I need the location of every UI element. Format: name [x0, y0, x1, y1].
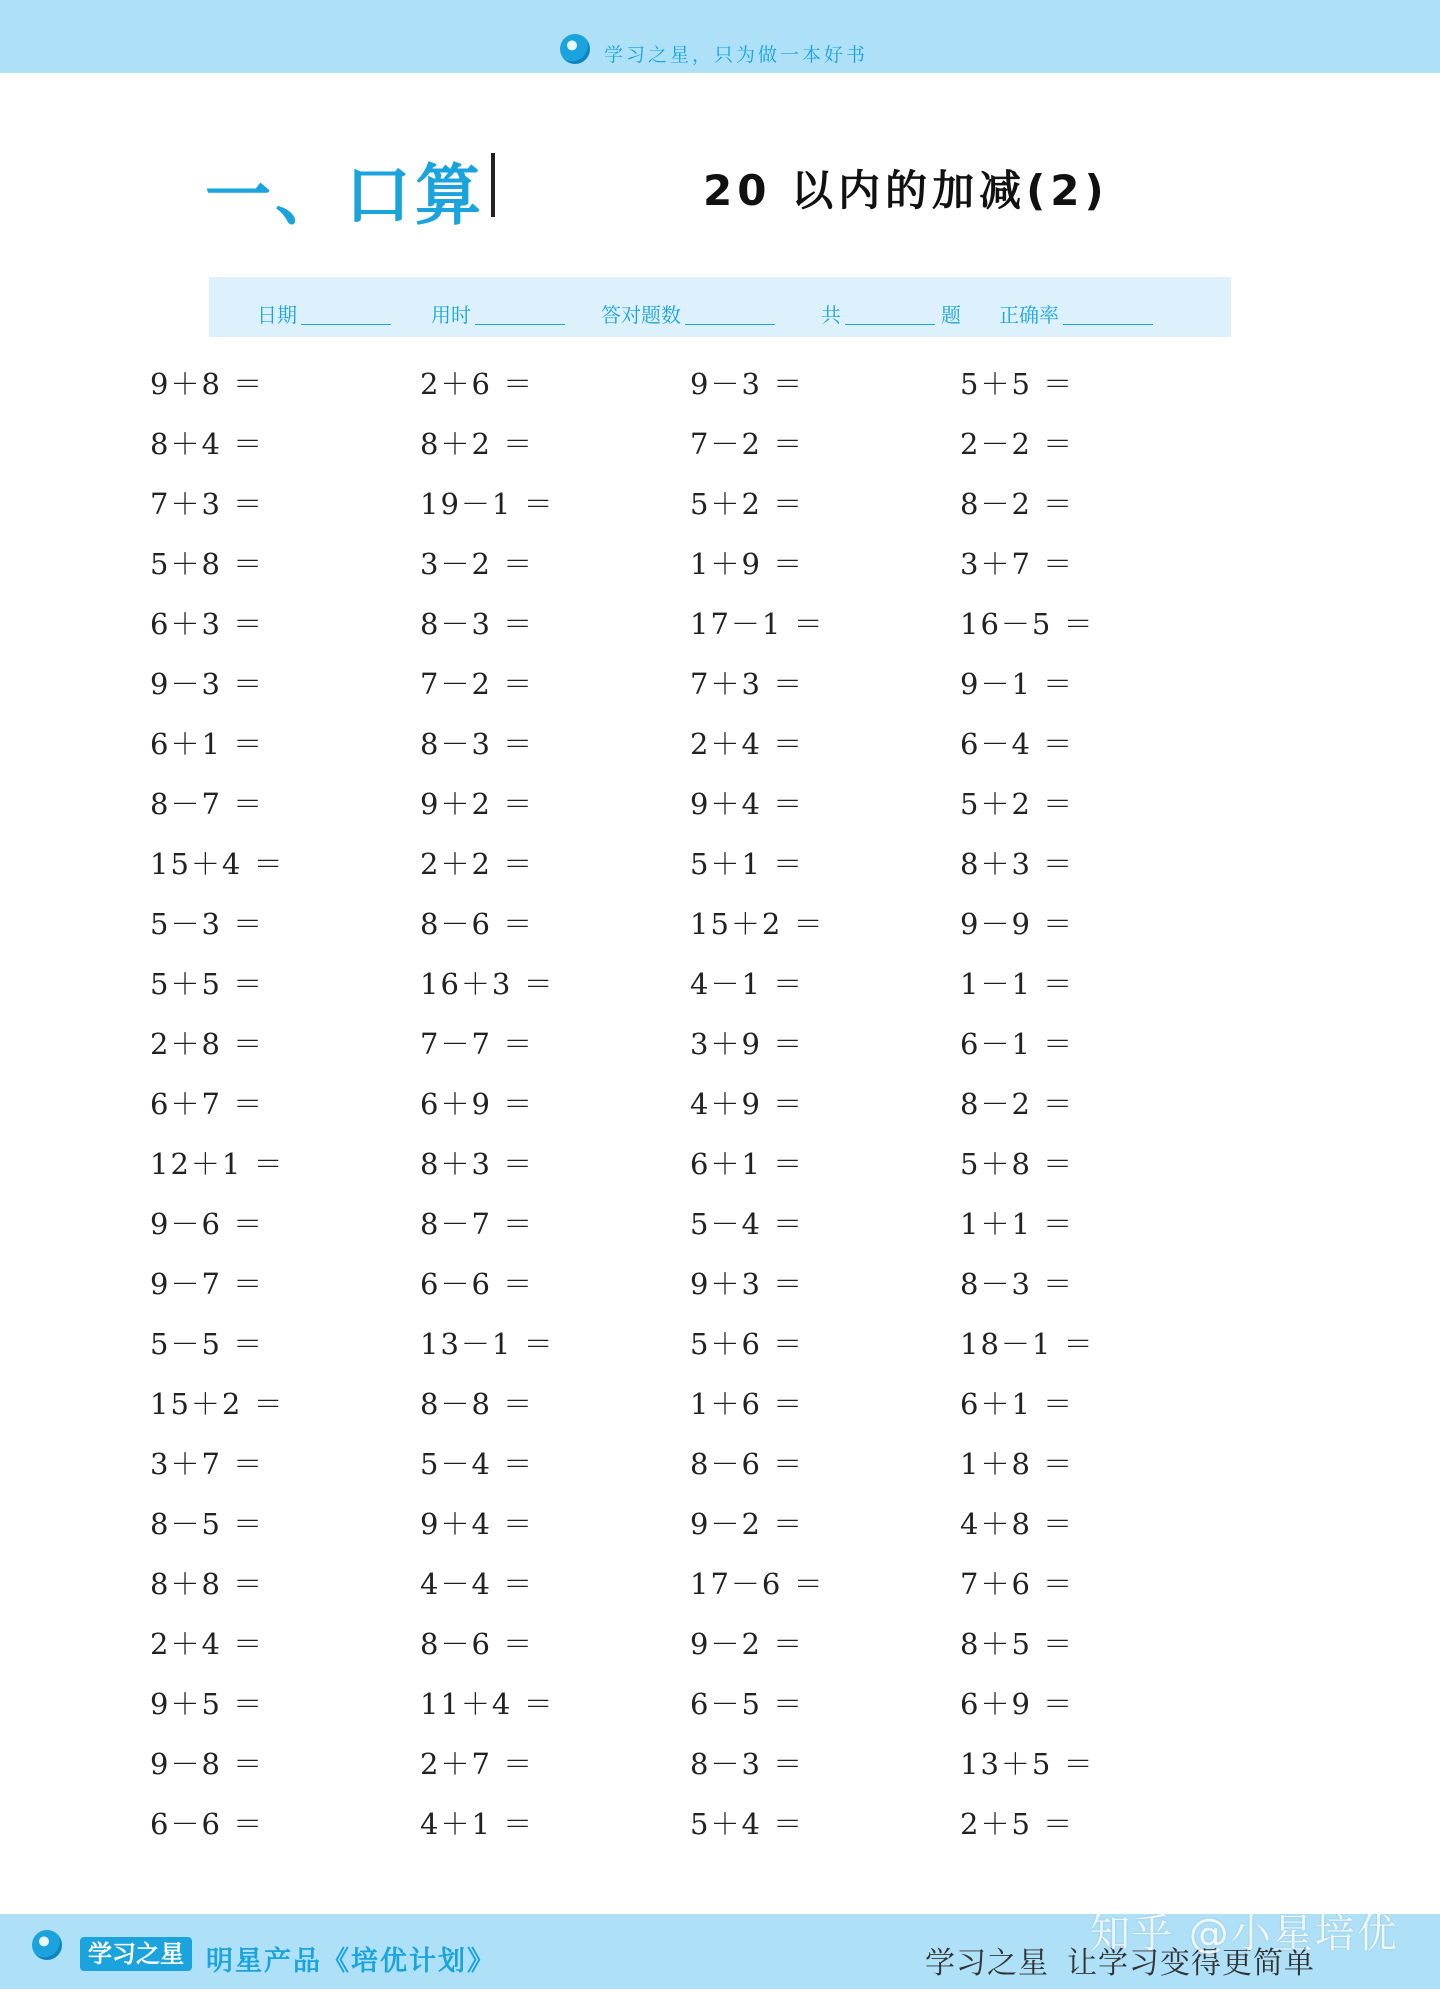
problem-item: 8＋3 ＝ — [960, 846, 1075, 881]
footer-slogan-left: 学习之星 — [925, 1946, 1049, 1981]
problem-item: 8－7 ＝ — [420, 1206, 535, 1241]
problem-item: 8－7 ＝ — [150, 786, 265, 821]
problem-row — [150, 1432, 1250, 1492]
problem-item: 5＋8 ＝ — [150, 546, 265, 581]
problem-item: 2＋2 ＝ — [420, 846, 535, 881]
time-blank[interactable] — [475, 323, 565, 325]
problem-item: 9－7 ＝ — [150, 1266, 265, 1301]
problem-item: 8－2 ＝ — [960, 1086, 1075, 1121]
problem-item: 2＋6 ＝ — [420, 366, 535, 401]
problem-item: 8＋5 ＝ — [960, 1626, 1075, 1661]
problem-row — [150, 352, 1250, 412]
accuracy-blank[interactable] — [1063, 323, 1153, 325]
problem-item: 1－1 ＝ — [960, 966, 1075, 1001]
problem-item: 7－2 ＝ — [690, 426, 805, 461]
problem-item: 2＋7 ＝ — [420, 1746, 535, 1781]
problem-row — [150, 412, 1250, 472]
problem-row — [150, 892, 1250, 952]
footer-product: 明星产品《培优计划》 — [206, 1946, 496, 1977]
problem-item: 5＋2 ＝ — [960, 786, 1075, 821]
problem-item: 5－4 ＝ — [690, 1206, 805, 1241]
problem-item: 1＋9 ＝ — [690, 546, 805, 581]
problem-item: 6－4 ＝ — [960, 726, 1075, 761]
problem-grid — [150, 352, 1250, 1852]
problem-item: 5－3 ＝ — [150, 906, 265, 941]
problem-item: 9＋4 ＝ — [690, 786, 805, 821]
problem-item: 9＋3 ＝ — [690, 1266, 805, 1301]
problem-item: 2＋4 ＝ — [150, 1626, 265, 1661]
watermark: 知乎 @小星培优 — [1090, 1911, 1399, 1957]
problem-item: 5－4 ＝ — [420, 1446, 535, 1481]
problem-item: 6＋1 ＝ — [960, 1386, 1075, 1421]
astronaut-logo-icon — [560, 34, 590, 64]
problem-item: 17－6 ＝ — [690, 1566, 825, 1601]
problem-item: 9＋2 ＝ — [420, 786, 535, 821]
problem-item: 15＋4 ＝ — [150, 846, 285, 881]
correct-count-label: 答对题数 — [601, 303, 681, 327]
problem-row — [150, 592, 1250, 652]
problem-row — [150, 532, 1250, 592]
problem-item: 12＋1 ＝ — [150, 1146, 285, 1181]
problem-row — [150, 472, 1250, 532]
problem-row — [150, 1192, 1250, 1252]
section-heading: 一、口算 — [205, 157, 485, 234]
problem-item: 6＋1 ＝ — [690, 1146, 805, 1181]
problem-item: 1＋1 ＝ — [960, 1206, 1075, 1241]
problem-item: 2＋4 ＝ — [690, 726, 805, 761]
problem-item: 5＋6 ＝ — [690, 1326, 805, 1361]
problem-item: 16＋3 ＝ — [420, 966, 555, 1001]
problem-item: 9＋4 ＝ — [420, 1506, 535, 1541]
problem-row — [150, 1732, 1250, 1792]
footer-slogan-right: 让学习变得更简单 — [1067, 1946, 1315, 1981]
worksheet-subtitle: 20 以内的加减(2) — [703, 166, 1109, 215]
problem-item: 13＋5 ＝ — [960, 1746, 1095, 1781]
problem-item: 19－1 ＝ — [420, 486, 555, 521]
problem-row — [150, 652, 1250, 712]
problem-item: 5－5 ＝ — [150, 1326, 265, 1361]
problem-item: 8－3 ＝ — [420, 606, 535, 641]
problem-item: 6＋9 ＝ — [960, 1686, 1075, 1721]
problem-item: 5＋1 ＝ — [690, 846, 805, 881]
correct-count-blank[interactable] — [685, 323, 775, 325]
problem-item: 8－6 ＝ — [420, 1626, 535, 1661]
correct-count-field[interactable] — [601, 299, 775, 328]
problem-item: 2＋8 ＝ — [150, 1026, 265, 1061]
problem-item: 4＋8 ＝ — [960, 1506, 1075, 1541]
problem-item: 8－3 ＝ — [690, 1746, 805, 1781]
problem-item: 3－2 ＝ — [420, 546, 535, 581]
problem-item: 8－6 ＝ — [420, 906, 535, 941]
problem-item: 16－5 ＝ — [960, 606, 1095, 641]
problem-row — [150, 1792, 1250, 1852]
problem-item: 6＋3 ＝ — [150, 606, 265, 641]
total-suffix: 题 — [941, 303, 961, 327]
problem-row — [150, 1312, 1250, 1372]
problem-item: 5＋5 ＝ — [960, 366, 1075, 401]
problem-item: 6－6 ＝ — [420, 1266, 535, 1301]
footer-astronaut-icon — [32, 1930, 62, 1960]
problem-item: 6－5 ＝ — [690, 1686, 805, 1721]
problem-item: 9－8 ＝ — [150, 1746, 265, 1781]
problem-item: 8＋3 ＝ — [420, 1146, 535, 1181]
problem-item: 4＋1 ＝ — [420, 1806, 535, 1841]
problem-row — [150, 1552, 1250, 1612]
problem-item: 3＋9 ＝ — [690, 1026, 805, 1061]
problem-item: 8－2 ＝ — [960, 486, 1075, 521]
accuracy-label: 正确率 — [999, 303, 1059, 327]
problem-item: 8＋8 ＝ — [150, 1566, 265, 1601]
problem-item: 7＋3 ＝ — [150, 486, 265, 521]
problem-row — [150, 712, 1250, 772]
problem-item: 2－2 ＝ — [960, 426, 1075, 461]
problem-item: 13－1 ＝ — [420, 1326, 555, 1361]
problem-item: 1＋6 ＝ — [690, 1386, 805, 1421]
total-prefix: 共 — [821, 303, 841, 327]
problem-item: 6＋9 ＝ — [420, 1086, 535, 1121]
info-bar — [209, 277, 1231, 337]
problem-item: 11＋4 ＝ — [420, 1686, 555, 1721]
problem-item: 2＋5 ＝ — [960, 1806, 1075, 1841]
problem-item: 9－6 ＝ — [150, 1206, 265, 1241]
problem-item: 7＋3 ＝ — [690, 666, 805, 701]
problem-item: 1＋8 ＝ — [960, 1446, 1075, 1481]
problem-item: 9－2 ＝ — [690, 1626, 805, 1661]
problem-item: 4＋9 ＝ — [690, 1086, 805, 1121]
problem-item: 8－8 ＝ — [420, 1386, 535, 1421]
problem-item: 15＋2 ＝ — [150, 1386, 285, 1421]
problem-row — [150, 1012, 1250, 1072]
problem-row — [150, 1492, 1250, 1552]
problem-item: 6＋1 ＝ — [150, 726, 265, 761]
date-field[interactable] — [257, 299, 391, 328]
problem-item: 4－4 ＝ — [420, 1566, 535, 1601]
problem-row — [150, 1072, 1250, 1132]
problem-item: 8－3 ＝ — [960, 1266, 1075, 1301]
problem-item: 5＋5 ＝ — [150, 966, 265, 1001]
problem-row — [150, 1672, 1250, 1732]
date-label: 日期 — [257, 303, 297, 327]
problem-item: 8＋2 ＝ — [420, 426, 535, 461]
total-blank[interactable] — [845, 323, 935, 325]
problem-item: 8－5 ＝ — [150, 1506, 265, 1541]
problem-item: 9＋8 ＝ — [150, 366, 265, 401]
problem-item: 9－9 ＝ — [960, 906, 1075, 941]
problem-item: 6＋7 ＝ — [150, 1086, 265, 1121]
problem-item: 17－1 ＝ — [690, 606, 825, 641]
problem-item: 6－1 ＝ — [960, 1026, 1075, 1061]
problem-item: 18－1 ＝ — [960, 1326, 1095, 1361]
total-field[interactable] — [821, 299, 961, 328]
problem-row — [150, 772, 1250, 832]
problem-item: 3＋7 ＝ — [960, 546, 1075, 581]
problem-item: 9－3 ＝ — [150, 666, 265, 701]
header-brand-text: 学习之星，只为做一本好书 — [604, 43, 869, 66]
problem-item: 5＋8 ＝ — [960, 1146, 1075, 1181]
problem-row — [150, 1132, 1250, 1192]
problem-item: 4－1 ＝ — [690, 966, 805, 1001]
problem-item: 9－3 ＝ — [690, 366, 805, 401]
time-field[interactable] — [431, 299, 565, 328]
problem-item: 3＋7 ＝ — [150, 1446, 265, 1481]
problem-item: 8－3 ＝ — [420, 726, 535, 761]
problem-row — [150, 1252, 1250, 1312]
title-divider — [491, 153, 495, 217]
problem-item: 5＋2 ＝ — [690, 486, 805, 521]
problem-row — [150, 832, 1250, 892]
problem-item: 8－6 ＝ — [690, 1446, 805, 1481]
problem-item: 7－2 ＝ — [420, 666, 535, 701]
problem-row — [150, 1372, 1250, 1432]
problem-item: 6－6 ＝ — [150, 1806, 265, 1841]
problem-item: 9－2 ＝ — [690, 1506, 805, 1541]
accuracy-field[interactable] — [999, 299, 1153, 328]
time-label: 用时 — [431, 303, 471, 327]
problem-row — [150, 1612, 1250, 1672]
problem-row — [150, 952, 1250, 1012]
problem-item: 5＋4 ＝ — [690, 1806, 805, 1841]
problem-item: 9－1 ＝ — [960, 666, 1075, 701]
problem-item: 7－7 ＝ — [420, 1026, 535, 1061]
header-brand — [560, 38, 868, 68]
problem-item: 8＋4 ＝ — [150, 426, 265, 461]
problem-item: 7＋6 ＝ — [960, 1566, 1075, 1601]
footer-logo: 学习之星 — [80, 1937, 192, 1971]
top-banner — [0, 0, 1440, 73]
problem-item: 15＋2 ＝ — [690, 906, 825, 941]
date-blank[interactable] — [301, 323, 391, 325]
problem-item: 9＋5 ＝ — [150, 1686, 265, 1721]
